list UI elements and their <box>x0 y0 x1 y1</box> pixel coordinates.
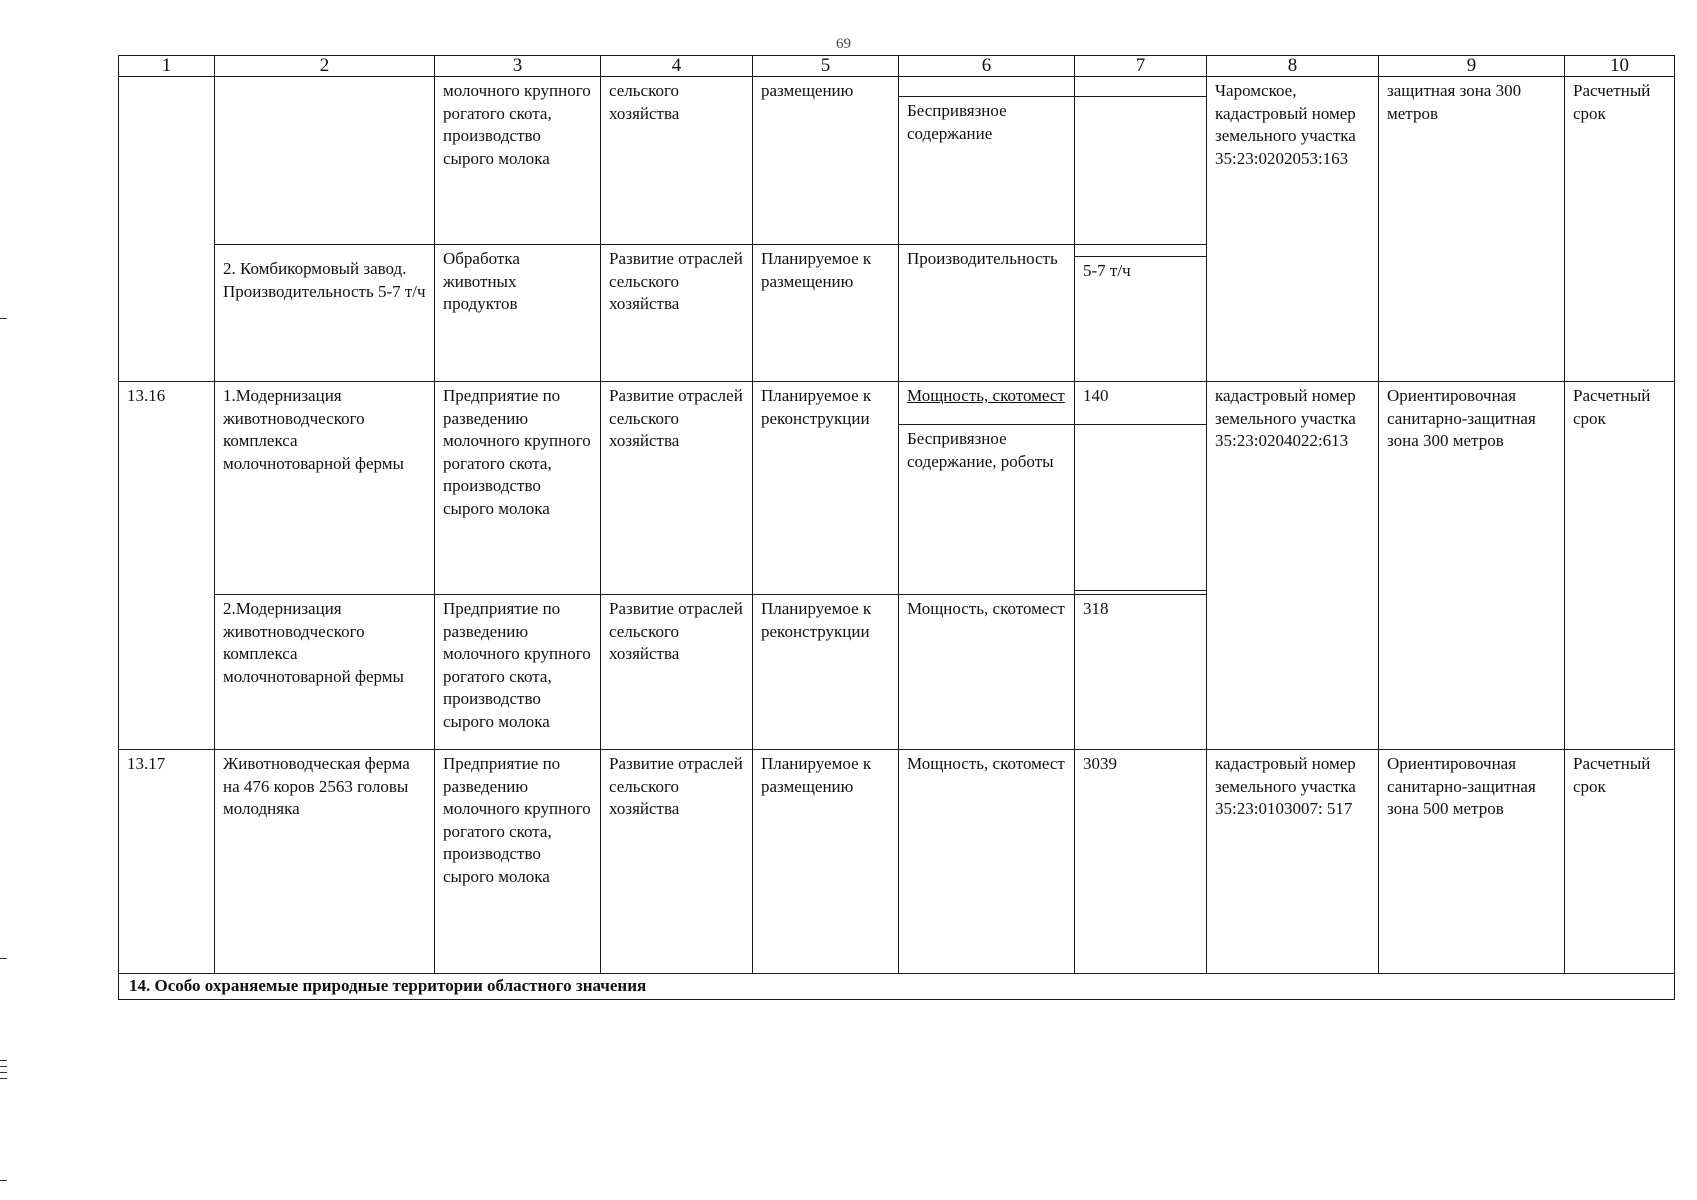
margin-mark <box>0 1072 7 1073</box>
table-cell-zone: Ориентировочная санитарно-защитная зона 300 метров <box>1379 382 1565 750</box>
table-cell-object: 1.Модернизация животноводческого комплекса молочнотоварной фермы <box>215 382 435 595</box>
table-cell-object <box>215 77 435 245</box>
table-cell-number: 13.17 <box>119 750 215 974</box>
margin-mark <box>0 958 7 959</box>
table-cell-purpose: Обработка животных продуктов <box>435 245 601 382</box>
header-cell: 5 <box>753 56 899 77</box>
table-cell-status: Планируемое к реконструкции <box>753 382 899 595</box>
table-cell-value-top <box>1075 245 1207 257</box>
cadastral-number: 35:23:0103007: 517 <box>1215 799 1353 818</box>
table-cell-object: Животноводческая ферма на 476 коров 2563 головы молодняка <box>215 750 435 974</box>
margin-mark <box>0 1066 7 1067</box>
table-cell-location: кадастровый номер земельного участка 35:23:0204022:613 <box>1207 382 1379 750</box>
section-heading: 14. Особо охраняемые природные территории областного значения <box>119 974 1675 1000</box>
header-cell: 7 <box>1075 56 1207 77</box>
margin-mark <box>0 318 7 319</box>
table-cell-object: 2.Модернизация животноводческого комплекса молочнотоварной фермы <box>215 595 435 750</box>
table-cell-characteristic: Производительность <box>899 245 1075 382</box>
header-cell: 2 <box>215 56 435 77</box>
table-cell-object: 2. Комбикормовый завод. Производительность 5-7 т/ч <box>215 245 435 382</box>
table-cell-characteristic <box>899 77 1075 97</box>
table-cell-status: Планируемое к размещению <box>753 245 899 382</box>
header-cell: 1 <box>119 56 215 77</box>
header-cell: 4 <box>601 56 753 77</box>
table-row <box>119 382 1675 425</box>
table-cell-location: Чаромское, кадастровый номер земельного участка 35:23:0202053:163 <box>1207 77 1379 382</box>
table-cell-location <box>1207 750 1379 974</box>
table-row <box>119 77 1675 97</box>
margin-mark <box>0 1078 7 1079</box>
planning-table <box>118 55 1675 1000</box>
table-cell-status: Планируемое к реконструкции <box>753 595 899 750</box>
table-cell-category: Развитие отраслей сельского хозяйства <box>601 245 753 382</box>
header-cell: 10 <box>1565 56 1675 77</box>
table-cell-purpose: Предприятие по разведению молочного крупного рогатого скота, производство сырого молока <box>435 382 601 595</box>
table-cell-term: Расчетный срок <box>1565 750 1675 974</box>
characteristic-label: Мощность, скотомест <box>907 386 1065 405</box>
table-cell-category: сельского хозяйства <box>601 77 753 245</box>
header-cell: 6 <box>899 56 1075 77</box>
table-cell-number: 13.16 <box>119 382 215 750</box>
location-label: кадастровый номер земельного участка <box>1215 754 1356 796</box>
table-cell-purpose: Предприятие по разведению молочного крупного рогатого скота, производство сырого молока <box>435 750 601 974</box>
section-row <box>119 974 1675 1000</box>
table-cell-status: размещению <box>753 77 899 245</box>
table-cell-value: 5-7 т/ч <box>1075 257 1207 382</box>
header-cell: 9 <box>1379 56 1565 77</box>
header-cell: 8 <box>1207 56 1379 77</box>
header-row <box>119 56 1675 77</box>
page-number: 69 <box>836 36 851 52</box>
table-cell-term: Расчетный срок <box>1565 77 1675 382</box>
table-cell-characteristic: Беспривязное содержание, роботы <box>899 425 1075 595</box>
table-cell-value: 318 <box>1075 595 1207 750</box>
table-cell-category: Развитие отраслей сельского хозяйства <box>601 750 753 974</box>
table-cell-value <box>1075 425 1207 591</box>
margin-mark <box>0 1180 7 1181</box>
table-cell-value: 3039 <box>1075 750 1207 974</box>
table-cell-category: Развитие отраслей сельского хозяйства <box>601 382 753 595</box>
table-cell-characteristic: Беспривязное содержание <box>899 97 1075 245</box>
table-cell-category: Развитие отраслей сельского хозяйства <box>601 595 753 750</box>
table-cell-purpose: Предприятие по разведению молочного крупного рогатого скота, производство сырого молока <box>435 595 601 750</box>
table-cell-zone: защитная зона 300 метров <box>1379 77 1565 382</box>
table-cell-zone: Ориентировочная санитарно-защитная зона 500 метров <box>1379 750 1565 974</box>
table-cell-term: Расчетный срок <box>1565 382 1675 750</box>
table-row <box>119 750 1675 974</box>
table-cell-characteristic <box>899 382 1075 425</box>
table-cell-value <box>1075 77 1207 97</box>
table-cell-purpose: молочного крупного рогатого скота, производство сырого молока <box>435 77 601 245</box>
margin-mark <box>0 1060 7 1061</box>
table-cell-status: Планируемое к размещению <box>753 750 899 974</box>
table-cell-characteristic: Мощность, скотомест <box>899 595 1075 750</box>
table-cell-value: 140 <box>1075 382 1207 425</box>
table-cell-characteristic: Мощность, скотомест <box>899 750 1075 974</box>
header-cell: 3 <box>435 56 601 77</box>
table-cell-number <box>119 77 215 382</box>
table-cell-value <box>1075 97 1207 245</box>
